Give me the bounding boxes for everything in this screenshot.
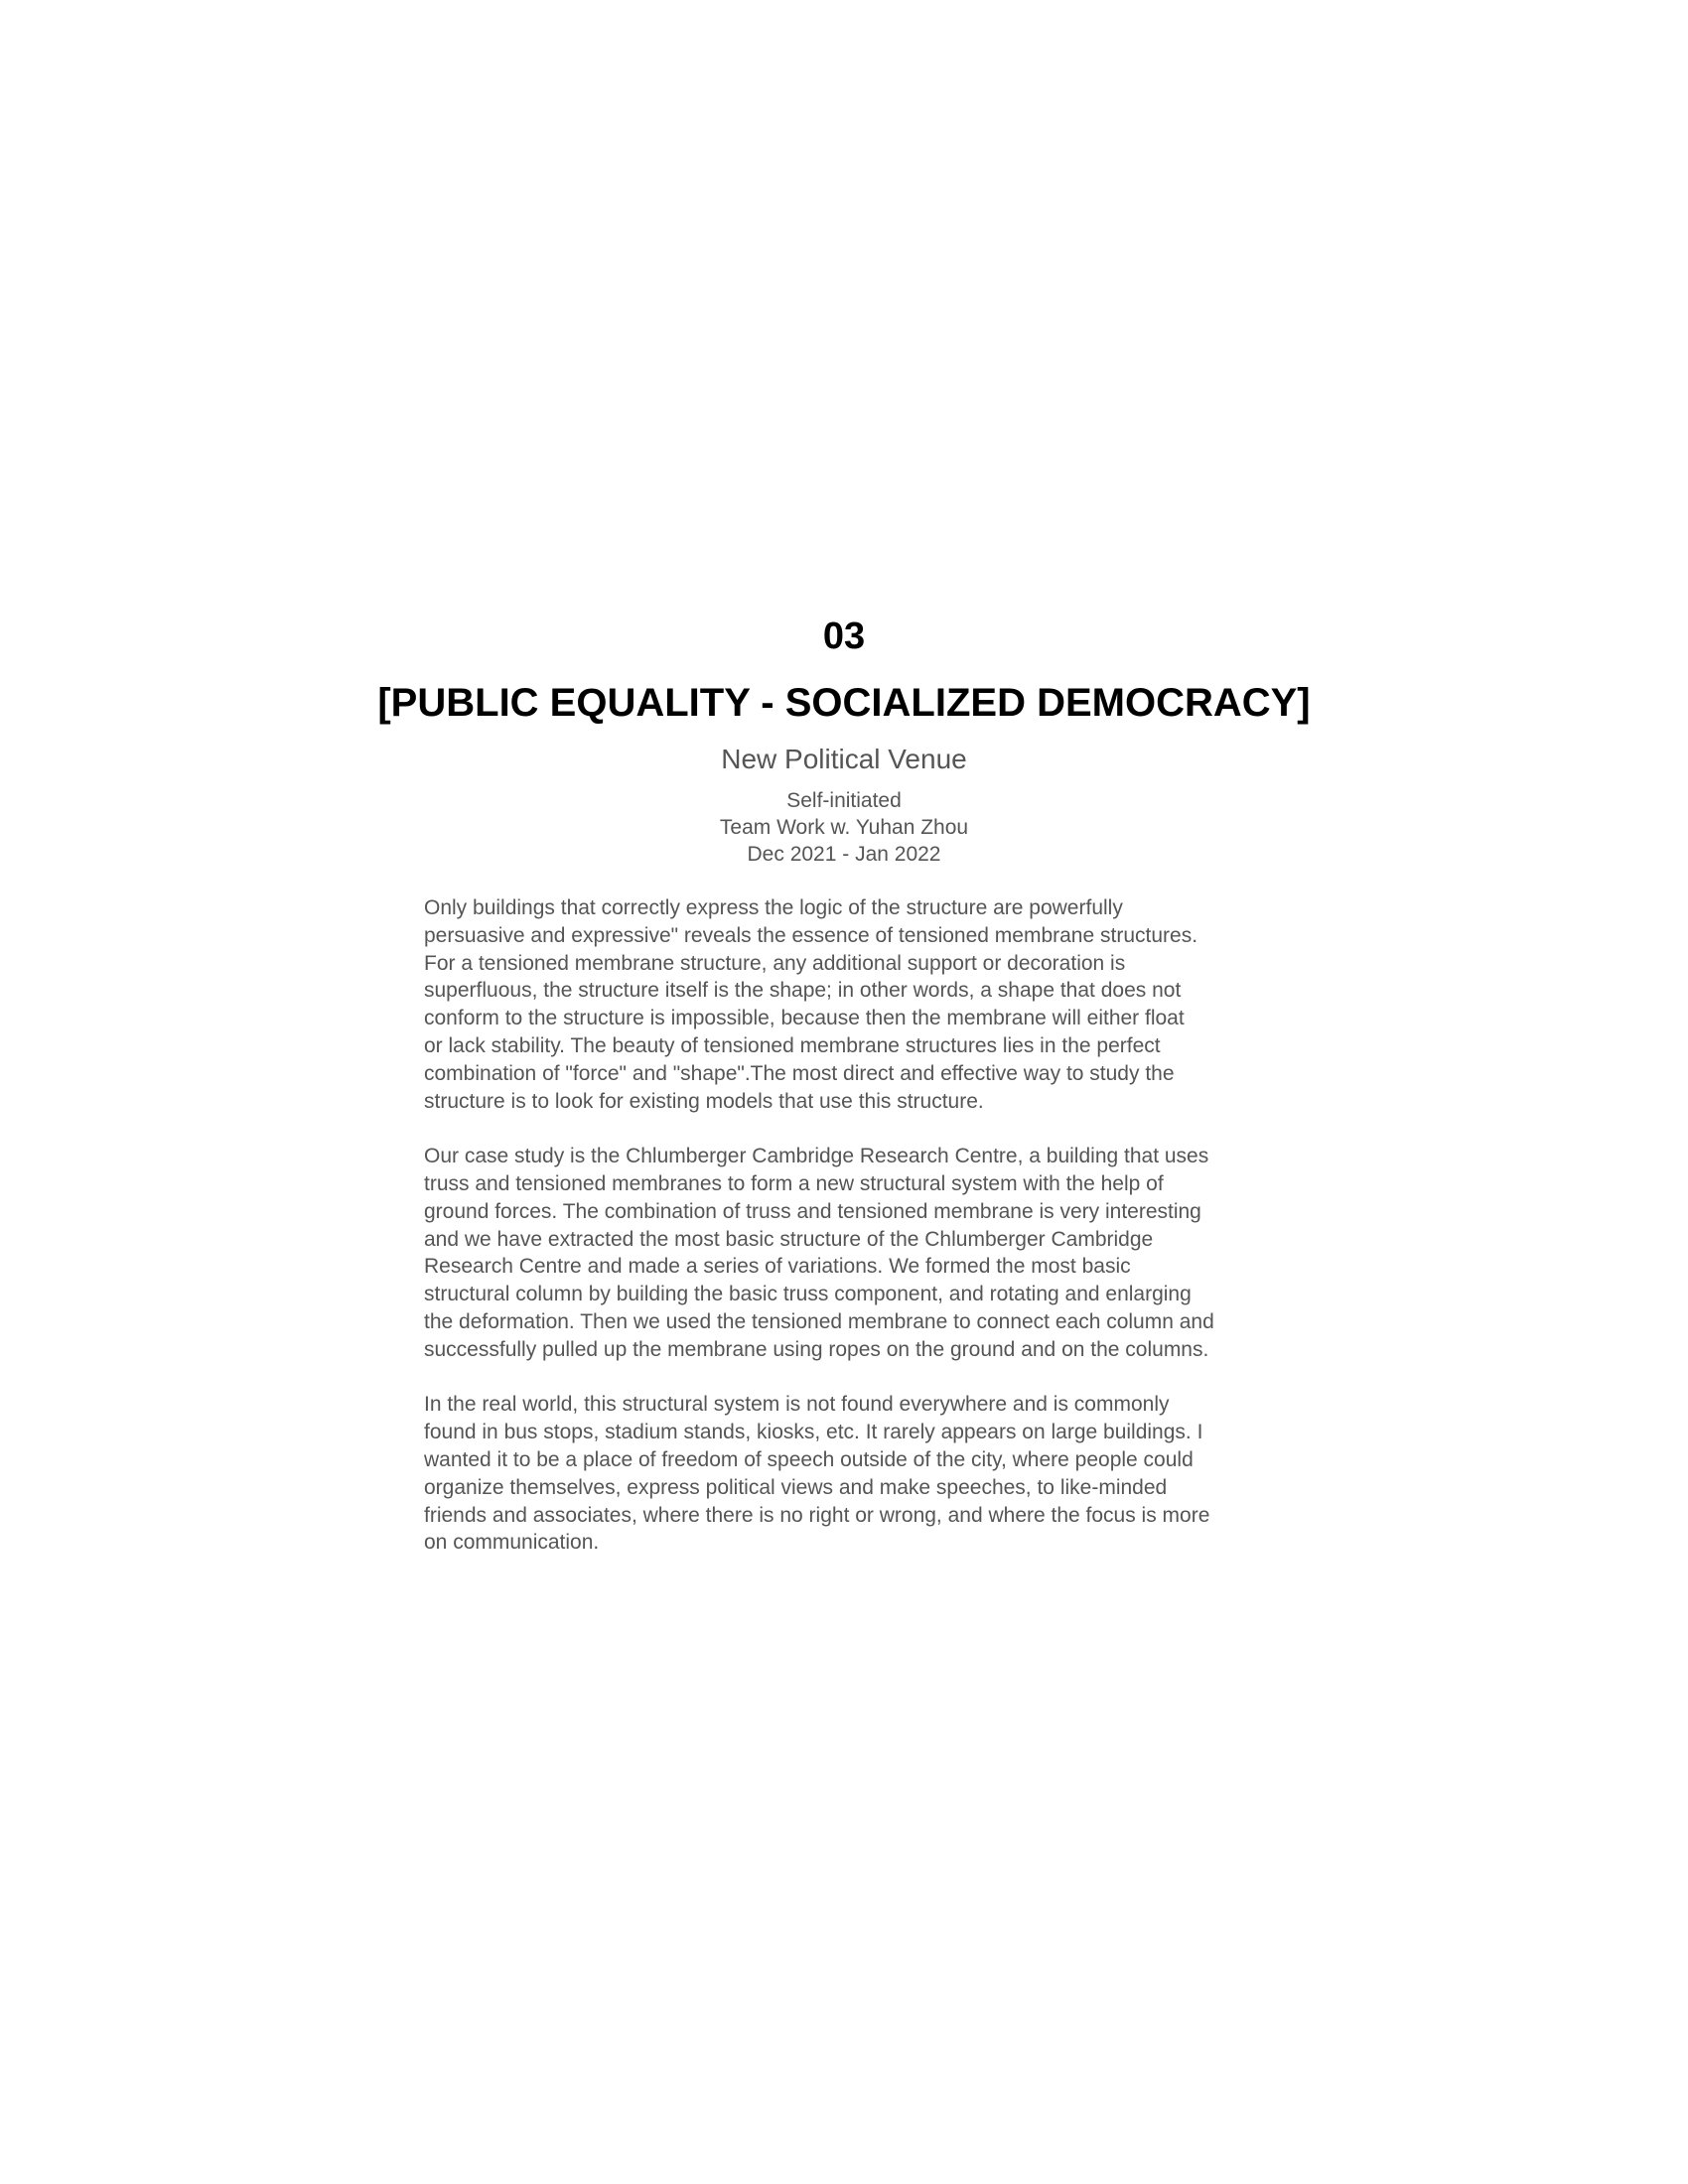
paragraph-line: organize themselves, express political views and make speeches, to like-minded	[424, 1475, 1168, 1499]
paragraph-line: Only buildings that correctly express the logic of the structure are powerfully	[424, 896, 1123, 919]
meta-team: Team Work w. Yuhan Zhou	[719, 816, 969, 839]
body-text	[424, 894, 1278, 1584]
paragraph-line: found in bus stops, stadium stands, kiosks, etc. It rarely appears on large buildings. I	[424, 1421, 1203, 1444]
paragraph-line: friends and associates, where there is no right or wrong, and where the focus is more	[424, 1503, 1210, 1527]
page-title: [PUBLIC EQUALITY - SOCIALIZED DEMOCRACY]	[377, 681, 1311, 725]
paragraph-line: structure is to look for existing models that use this structure.	[424, 1089, 984, 1113]
body-paragraph	[424, 1391, 1278, 1557]
section-number: 03	[822, 615, 866, 657]
paragraph-line: or lack stability. The beauty of tensioned membrane structures lies in the perfect	[424, 1033, 1161, 1057]
meta-initiation: Self-initiated	[786, 789, 902, 812]
paragraph-line: wanted it to be a place of freedom of speech outside of the city, where people could	[424, 1447, 1194, 1471]
project-meta	[0, 787, 1688, 868]
paragraph-line: truss and tensioned membranes to form a new structural system with the help of	[424, 1171, 1164, 1195]
paragraph-line: superfluous, the structure itself is the shape; in other words, a shape that does not	[424, 979, 1182, 1003]
body-paragraph	[424, 1143, 1278, 1363]
paragraph-line: and we have extracted the most basic structure of the Chlumberger Cambridge	[424, 1227, 1154, 1251]
paragraph-line: combination of "force" and "shape".The most direct and effective way to study the	[424, 1061, 1175, 1085]
paragraph-line: Our case study is the Chlumberger Cambridge Research Centre, a building that uses	[424, 1145, 1209, 1168]
meta-date-range: Dec 2021 - Jan 2022	[747, 843, 941, 866]
paragraph-line: In the real world, this structural system is not found everywhere and is commonly	[424, 1393, 1170, 1417]
body-paragraph	[424, 894, 1278, 1115]
paragraph-line: persuasive and expressive" reveals the essence of tensioned membrane structures.	[424, 923, 1198, 947]
paragraph-line: For a tensioned membrane structure, any additional support or decoration is	[424, 951, 1126, 975]
paragraph-line: on communication.	[424, 1531, 600, 1555]
paragraph-line: ground forces. The combination of truss and tensioned membrane is very interesting	[424, 1199, 1201, 1223]
paragraph-line: structural column by building the basic truss component, and rotating and enlarging	[424, 1283, 1192, 1306]
page-subtitle: New Political Venue	[721, 744, 967, 774]
paragraph-line: successfully pulled up the membrane using ropes on the ground and on the columns.	[424, 1337, 1209, 1361]
paragraph-line: conform to the structure is impossible, because then the membrane will either float	[424, 1007, 1185, 1030]
paragraph-line: Research Centre and made a series of variations. We formed the most basic	[424, 1255, 1131, 1279]
paragraph-line: the deformation. Then we used the tensioned membrane to connect each column and	[424, 1309, 1214, 1333]
